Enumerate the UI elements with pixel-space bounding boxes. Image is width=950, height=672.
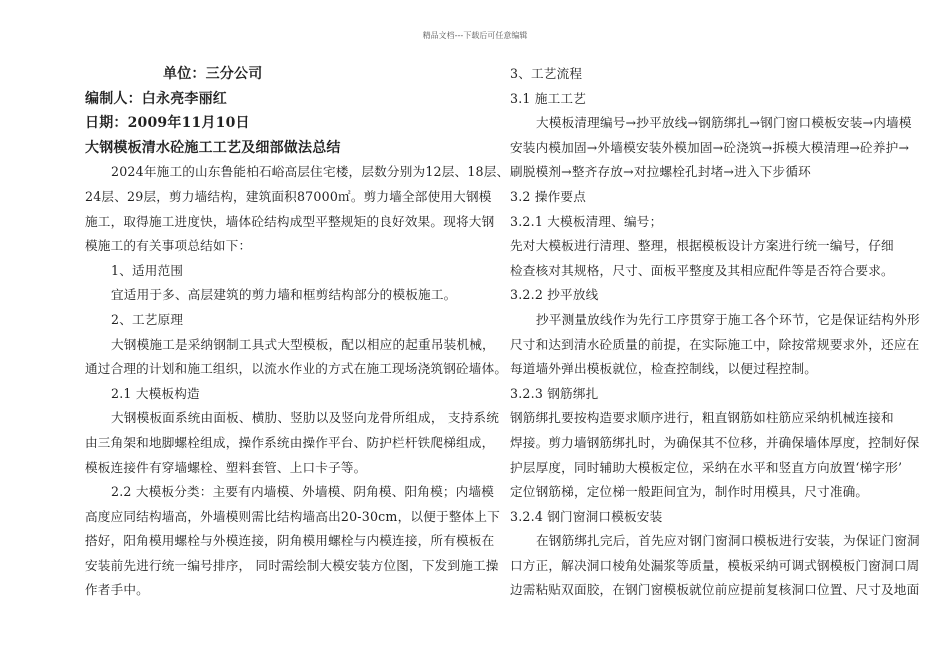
section-3-2-1-text: 检查核对其规格，尺寸、面板平整度及其相应配件等是否符合要求。 [510, 262, 894, 278]
section-1-text: 宜适用于多、高层建筑的剪力墙和框剪结构部分的模板施工。 [111, 287, 457, 303]
section-2-1-text: 由三角架和地脚螺栓组成，操作系统由操作平台、防护栏杆铁爬梯组成， [85, 434, 495, 450]
section-2-2-text: 作者手中。 [85, 582, 149, 598]
section-3-2-4-title: 3.2.4 钢门窗洞口模板安装 [510, 508, 663, 524]
date-line: 日期：2009年11月10日 [85, 115, 250, 132]
header-note: 精品文档---下载后可任意编辑 [422, 31, 528, 40]
section-3-2-4-text: 在钢筋绑扎完后，首先应对钢门窗洞口模板进行安装，为保证门窗洞 [536, 533, 920, 549]
section-3-2-4-text: 边需粘贴双面胶，在钢门窗模板就位前应提前复核洞口位置、尺寸及地面 [510, 582, 920, 598]
section-3-2-1-text: 先对大模板进行清理、整理，根据模板设计方案进行统一编号，仔细 [510, 238, 894, 254]
section-3-2-2-text: 尺寸和达到清水砼质量的前提，在实际施工中，除按常规要求外，还应在 [510, 336, 920, 352]
section-3-1-text: 大模板清理编号→抄平放线→钢筋绑扎→钢门窗口模板安装→内墙模 [536, 115, 912, 131]
section-2-2-text: 安装前先进行统一编号排序， 同时需绘制大模安装方位图，下发到施工操 [85, 557, 499, 573]
section-3-1-text: 刷脱模剂→整齐存放→对拉螺栓孔封堵→进入下步循环 [510, 164, 811, 180]
section-1-title: 1、适用范围 [111, 262, 184, 278]
section-3-2-3-title: 3.2.3 钢筋绑扎 [510, 385, 599, 401]
section-2-1-text: 大钢模板面系统由面板、横肋、竖肋以及竖向龙骨所组成， 支持系统 [111, 410, 500, 426]
section-2-title: 2、工艺原理 [111, 311, 184, 327]
section-2-2-text: 高度应同结构墙高，外墙模则需比结构墙高出20-30cm，以便于整体上下 [85, 508, 500, 524]
section-2-1-title: 2.1 大模板构造 [111, 385, 200, 401]
section-3-2-4-text: 口方正，解决洞口棱角处漏浆等质量，模板采纳可调式钢模板门窗洞口周 [510, 557, 920, 573]
section-3-2-3-text: 定位钢筋梯，定位梯一般距间宜为，制作时用模具，尺寸准确。 [510, 484, 869, 500]
right-column [510, 62, 920, 603]
section-2-2-text: 2.2 大模板分类：主要有内墙模、外墙模、阴角模、阳角模；内墙模 [111, 484, 495, 500]
section-3-2-3-text: 焊接。剪力墙钢筋绑扎时，为确保其不位移，并确保墙体厚度，控制好保 [510, 434, 920, 450]
section-3-2-2-title: 3.2.2 抄平放线 [510, 287, 599, 303]
section-3-1-title: 3.1 施工工艺 [510, 90, 587, 106]
section-3-2-title: 3.2 操作要点 [510, 188, 587, 204]
intro-line: 24层、29层，剪力墙结构，建筑面积87000㎡。剪力墙全部使用大钢模 [85, 188, 492, 204]
section-3-2-2-text: 抄平测量放线作为先行工序贯穿于施工各个环节，它是保证结构外形 [536, 311, 920, 327]
intro-line: 2024年施工的山东鲁能柏石峪高层住宅楼，层数分别为12层、18层、 [111, 164, 510, 180]
editor-line: 编制人：白永亮李丽红 [85, 90, 227, 107]
intro-line: 施工，取得施工进度快，墙体砼结构成型平整规矩的良好效果。现将大钢 [85, 213, 495, 229]
section-3-2-1-title: 3.2.1 大模板清理、编号； [510, 213, 663, 229]
left-column [85, 62, 510, 603]
section-2-2-text: 搭好，阳角模用螺栓与外模连接，阴角模用螺栓与内模连接，所有模板在 [85, 533, 495, 549]
section-3-1-text: 安装内模加固→外墙模安装外模加固→砼浇筑→拆模大模清理→砼养护→ [510, 139, 910, 155]
section-2-text: 大钢模施工是采纳钢制工具式大型模板，配以相应的起重吊装机械， [111, 336, 495, 352]
section-3-2-3-text: 护层厚度，同时辅助大模板定位，采纳在水平和竖直方向放置‘梯字形’ [510, 459, 903, 475]
section-3-2-2-text: 每道墙外弹出模板就位，检查控制线，以便过程控制。 [510, 361, 818, 377]
section-3-title: 3、工艺流程 [510, 66, 583, 81]
document-title: 大钢模板清水砼施工工艺及细部做法总结 [85, 139, 341, 156]
unit-line: 单位：三分公司 [163, 66, 263, 82]
section-2-text: 通过合理的计划和施工组织，以流水作业的方式在施工现场浇筑钢砼墙体。 [85, 361, 508, 377]
intro-line: 模施工的有关事项总结如下： [85, 238, 252, 254]
section-2-1-text: 模板连接件有穿墙螺栓、塑料套管、上口卡子等。 [85, 459, 367, 475]
section-3-2-3-text: 钢筋绑扎要按构造要求顺序进行，粗直钢筋如柱筋应采纳机械连接和 [510, 410, 894, 426]
